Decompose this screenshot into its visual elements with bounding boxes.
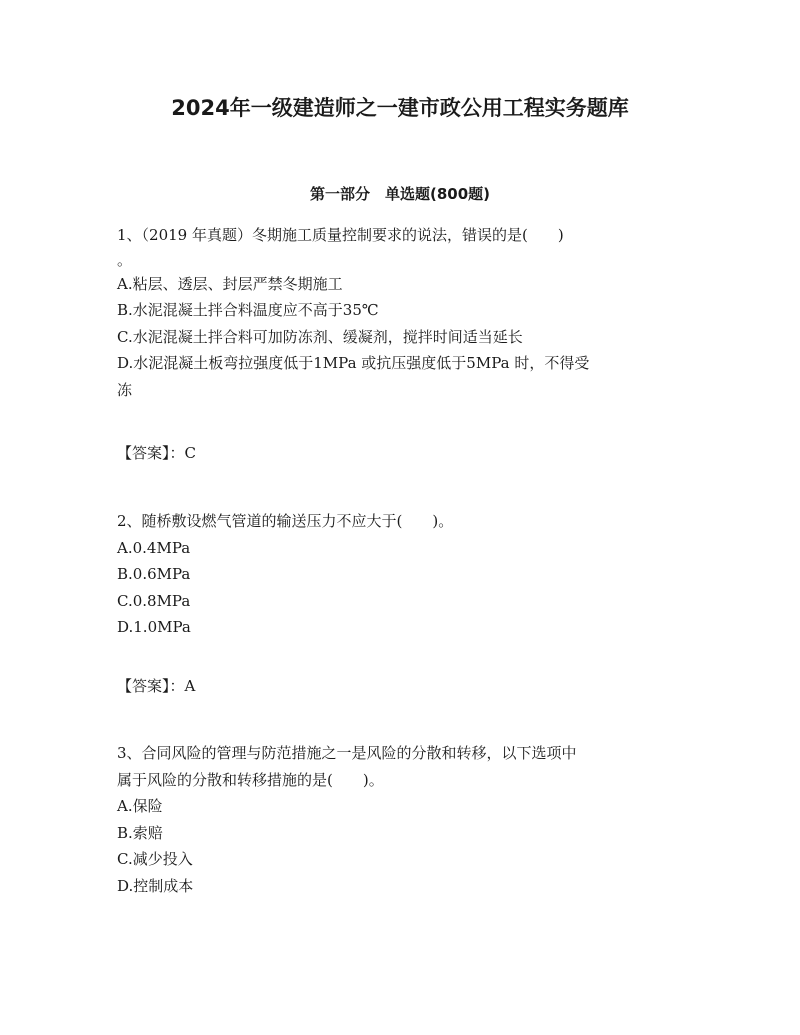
question-1-stem-line-2: 。 xyxy=(117,250,133,269)
question-3-option-c: C.减少投入 xyxy=(117,850,193,868)
question-2-option-d: D.1.0MPa xyxy=(117,618,191,636)
question-1-option-d: D.水泥混凝土板弯拉强度低于1MPa 或抗压强度低于5MPa 时，不得受 xyxy=(117,354,590,372)
section-heading: 第一部分 单选题(800题) xyxy=(309,185,491,203)
question-1 xyxy=(117,222,677,403)
question-1-option-d-continued: 冻 xyxy=(117,380,133,399)
question-3-option-a: A.保险 xyxy=(117,797,163,815)
question-2 xyxy=(117,508,677,641)
question-1-option-b: B.水泥混凝土拌合料温度应不高于35℃ xyxy=(117,301,379,319)
document-title: 2024年一级建造师之一建市政公用工程实务题库 xyxy=(171,96,629,120)
question-2-option-a: A.0.4MPa xyxy=(117,538,191,557)
question-3-option-b: B.索赔 xyxy=(117,823,163,842)
question-2-answer: 【答案】：A xyxy=(117,677,196,695)
question-2-option-b: B.0.6MPa xyxy=(117,565,191,583)
question-3-stem-line-2: 属于风险的分散和转移措施的是( )。 xyxy=(117,770,384,789)
question-3 xyxy=(117,740,677,899)
question-1-answer: 【答案】：C xyxy=(117,444,196,462)
question-3-option-d: D.控制成本 xyxy=(117,876,194,895)
question-2-option-c: C.0.8MPa xyxy=(117,591,191,610)
question-3-stem-line-1: 3、合同风险的管理与防范措施之一是风险的分散和转移，以下选项中 xyxy=(117,744,577,762)
question-2-stem-line-1: 2、随桥敷设燃气管道的输送压力不应大于( )。 xyxy=(117,512,454,530)
question-1-stem-line-1: 1、（2019 年真题）冬期施工质量控制要求的说法，错误的是( ) xyxy=(117,226,564,244)
question-1-option-c: C.水泥混凝土拌合料可加防冻剂、缓凝剂，搅拌时间适当延长 xyxy=(117,327,523,346)
question-1-option-a: A.粘层、透层、封层严禁冬期施工 xyxy=(117,274,343,293)
